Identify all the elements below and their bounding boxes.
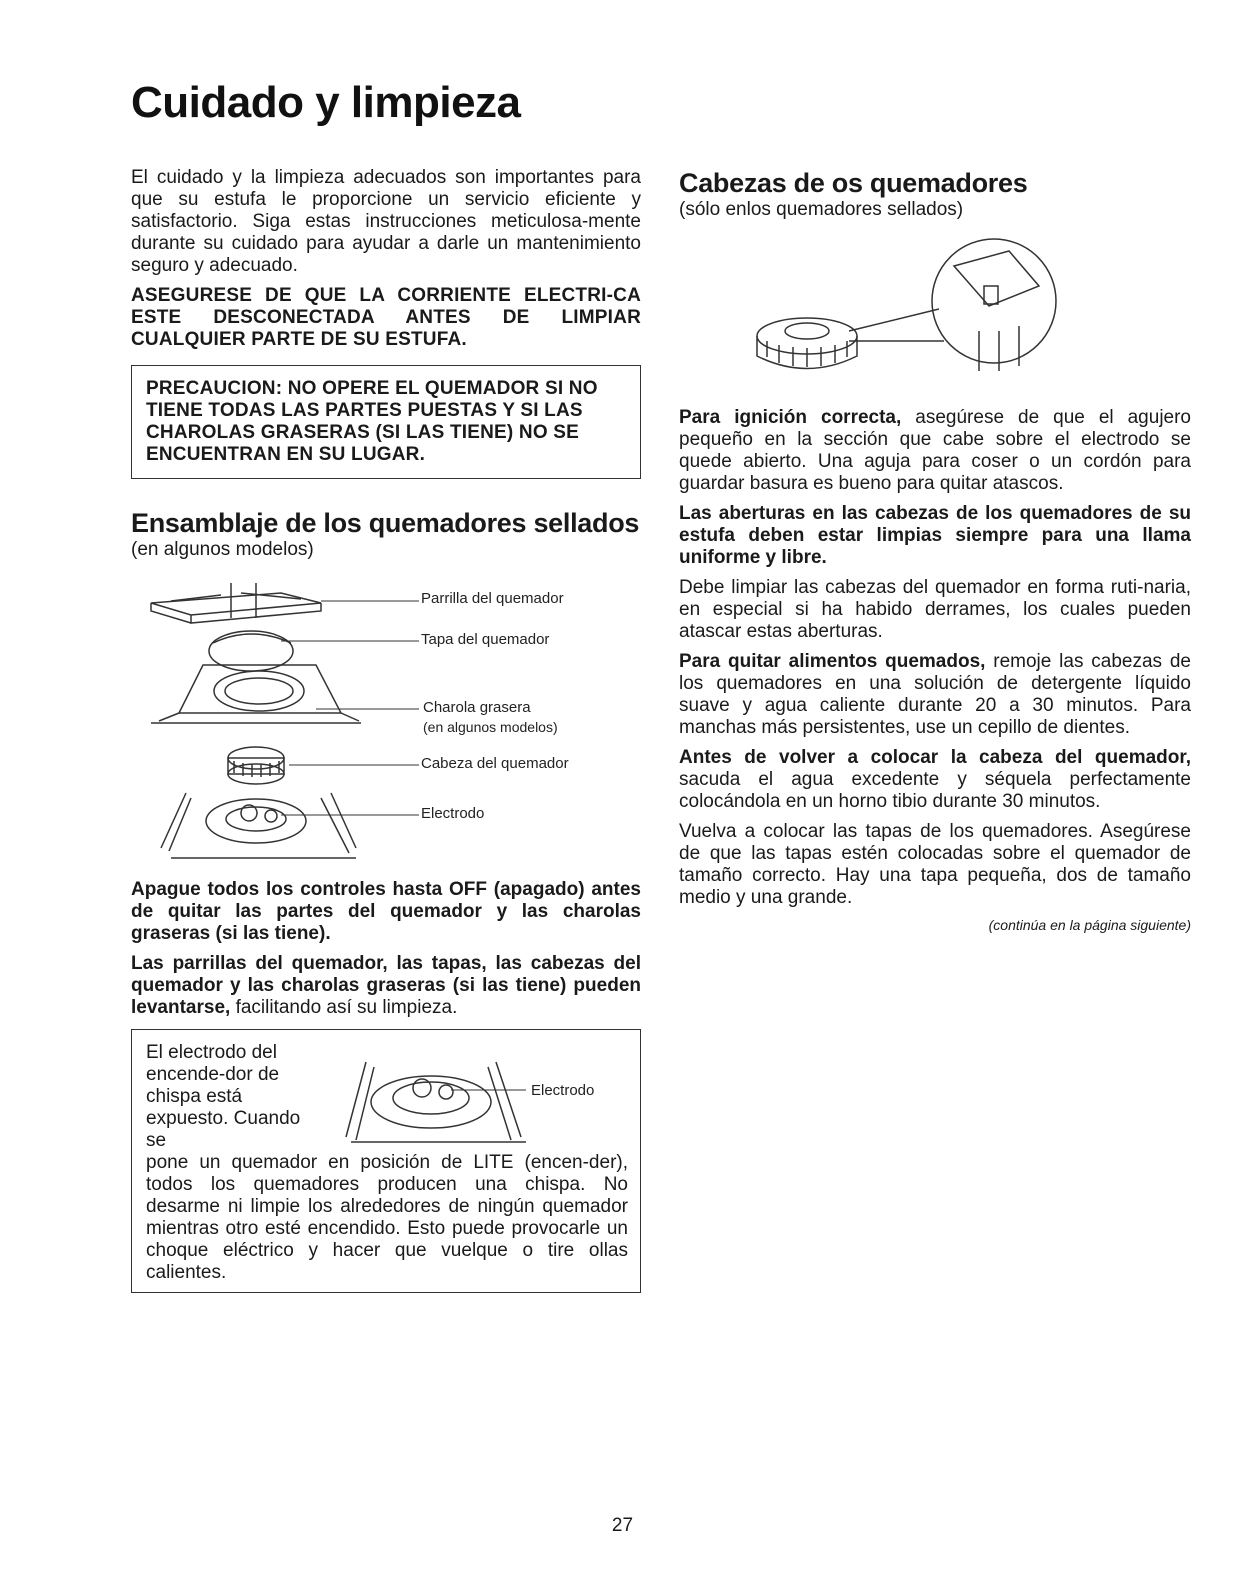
intro-paragraph: El cuidado y la limpieza adecuados son importantes para que su estufa le proporcione un servicio eficiente y satisfactorio. Siga estas instrucciones meticulosa-mente durante su cuidado para ayudar a darle un mantenimiento seguro y adecuado. [131,167,641,276]
burner-head-figure [679,251,1191,391]
label-cap: Tapa del quemador [421,631,550,648]
label-head: Cabeza del quemador [421,755,569,772]
replace-head-bold: Antes de volver a colocar la cabeza del quemador, [679,747,1191,768]
ignition-rest: asegúrese de que el agujero pequeño en la sección que cabe sobre el electrodo se quede abierto. Una aguja para coser o un cordón para guardar basura es bueno para quitar atascos. [679,407,1191,494]
turn-off-instruction: Apague todos los controles hasta OFF (apagado) antes de quitar las partes del quemador y las charolas graseras (si las tiene). [131,879,641,944]
openings-paragraph: Las aberturas en las cabezas de los quemadores de su estufa deben estar limpias siempre para una llama uniforme y libre. [679,503,1191,568]
lift-paragraph [131,953,641,1019]
right-column [679,167,1191,933]
power-warning: ASEGURESE DE QUE LA CORRIENTE ELECTRI-CA ESTE DESCONECTADA ANTES DE LIMPIAR CUALQUIER PARTE DE SU ESTUFA. [131,285,641,350]
burnt-food-rest: remoje las cabezas de los quemadores en una solución de detergente líquido suave y agua caliente durante 20 a 30 minutos. Para manchas más persistentes, use un cepillo de dientes. [679,651,1191,738]
electrode-warning-start: El electrodo del encende-dor de chispa está expuesto. Cuando se [146,1042,301,1151]
assembly-heading: Ensamblaje de los quemadores sellados [131,508,640,538]
replace-caps-paragraph: Vuelva a colocar las tapas de los quemadores. Asegúrese de que las tapas estén colocadas sobre el quemador de tamaño correcto. Hay una tapa pequeña, dos de tamaño medio y una grande. [679,821,1191,908]
page-number: 27 [611,1515,634,1536]
burnt-food-bold: Para quitar alimentos quemados, [679,651,986,672]
electrode-figure-label: Electrodo [531,1082,595,1099]
label-electrode: Electrodo [421,805,485,822]
lift-bold: Las parrillas del quemador, las tapas, las cabezas del quemador y las charolas graseras (si las tiene) pueden levantarse, [131,953,641,1018]
heads-heading: Cabezas de os quemadores [679,168,1028,198]
continued-note: (continúa en la página siguiente) [988,917,1191,933]
label-tray-note: (en algunos modelos) [423,719,558,735]
burnt-food-paragraph [679,651,1191,739]
label-tray: Charola grasera [423,699,531,716]
electrode-warning-rest: pone un quemador en posición de LITE (encen-der), todos los quemadores producen una chispa. No desarme ni limpie los alrededores de ningún quemador mientras otro esté encendido. Esto puede provocarle un choque eléctrico y hacer que vuelque o tire ollas calientes. [146,1152,628,1283]
left-column [131,167,641,1293]
replace-head-rest: sacuda el agua excedente y séquela perfectamente colocándola en un horno tibio durante 30 minutos. [679,769,1191,812]
ignition-bold: Para ignición correcta, [679,407,902,428]
lift-rest: facilitando así su limpieza. [230,997,458,1018]
ignition-paragraph [679,407,1191,495]
burner-assembly-diagram [131,573,641,865]
heads-subtitle: (sólo enlos quemadores sellados) [679,199,964,220]
burner-assembly-illustration [131,573,421,865]
assembly-subtitle: (en algunos modelos) [131,539,314,560]
electrode-illustration [326,1042,556,1152]
label-grate: Parrilla del quemador [421,590,564,607]
electrode-figure [306,1042,628,1152]
replace-head-paragraph [679,747,1191,813]
page-title: Cuidado y limpieza [131,78,521,127]
burner-head-illustration [749,231,1069,391]
routine-cleaning-paragraph: Debe limpiar las cabezas del quemador en forma ruti-naria, en especial si ha habido derrames, los cuales pueden atascar estas aberturas. [679,577,1191,642]
caution-box: PRECAUCION: NO OPERE EL QUEMADOR SI NO TIENE TODAS LAS PARTES PUESTAS Y SI LAS CHAROLAS GRASERAS (SI LAS TIENE) NO SE ENCUENTRAN EN SU LUGAR. [131,365,641,479]
electrode-warning-box [131,1029,641,1293]
